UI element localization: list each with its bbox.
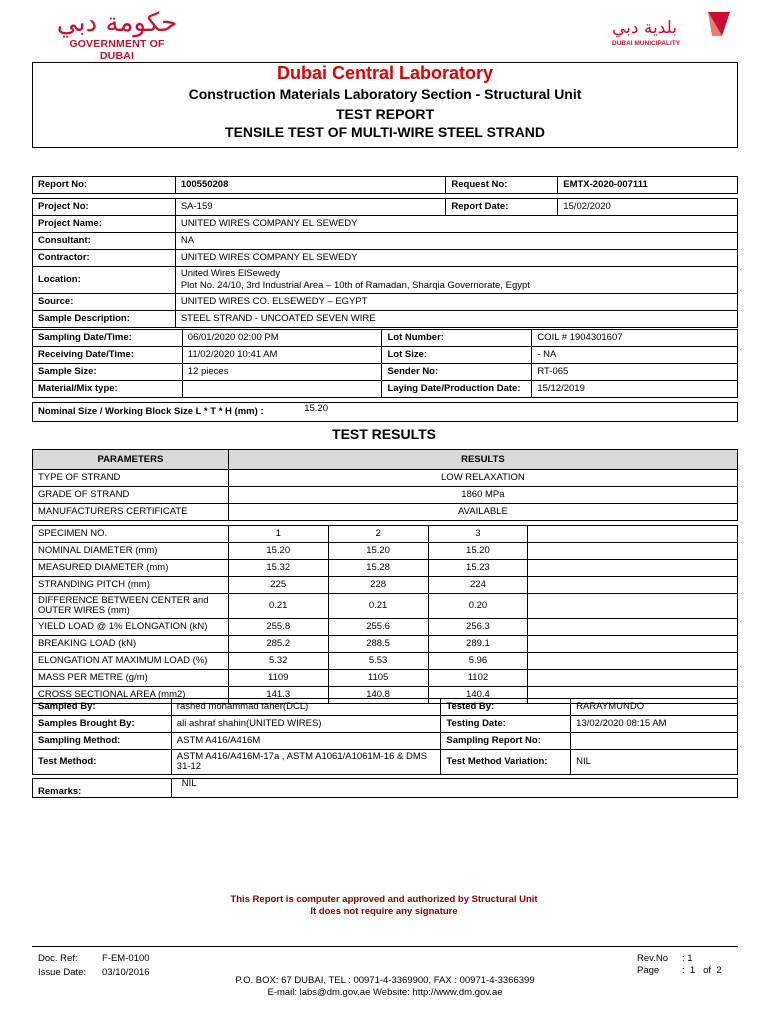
specimen-parameter-label: STRANDING PITCH (mm): [33, 577, 229, 594]
lot-number-label: Lot Number:: [382, 330, 532, 347]
specimen-2-value: 2: [328, 526, 428, 543]
parameter-label: GRADE OF STRAND: [33, 487, 229, 504]
table-row: [33, 330, 738, 347]
nominal-size-label: Nominal Size / Working Block Size L * T * H (mm) :: [38, 406, 264, 417]
specimen-parameter-label: SPECIMEN NO.: [33, 526, 229, 543]
lot-number-value: COIL # 1904301607: [532, 330, 738, 347]
remarks-value: NIL: [171, 779, 737, 798]
specimen-1-value: 141.3: [228, 687, 328, 704]
specimen-3-value: 15.23: [428, 560, 528, 577]
specimen-1-value: 15.32: [228, 560, 328, 577]
table-row: [33, 504, 738, 521]
lot-size-value: - NA: [532, 347, 738, 364]
specimen-3-value: 256.3: [428, 619, 528, 636]
lot-size-label: Lot Size:: [382, 347, 532, 364]
specimen-parameter-label: MASS PER METRE (g/m): [33, 670, 229, 687]
testing-date-label: Testing Date:: [441, 716, 571, 733]
section-name: Construction Materials Laboratory Section - Structural Unit: [188, 86, 582, 102]
sample-size-value: 12 pieces: [182, 364, 382, 381]
test-method-label: Test Method:: [33, 750, 172, 775]
table-row: [33, 381, 738, 398]
doc-ref-value: F-EM-0100: [102, 953, 150, 964]
tested-by-value: RARAYMUNDO: [571, 699, 738, 716]
specimen-1-value: 285.2: [228, 636, 328, 653]
testing-date-value: 13/02/2020 08:15 AM: [571, 716, 738, 733]
source-value: UNITED WIRES CO. ELSEWEDY – EGYPT: [175, 294, 737, 311]
general-rows: [33, 470, 738, 521]
specimen-3-value: 140.4: [428, 687, 528, 704]
table-row: [33, 750, 738, 775]
laying-date-value: 15/12/2019: [532, 381, 738, 398]
specimen-rows: [33, 526, 738, 704]
sample-info-table: [32, 329, 738, 422]
sampling-datetime-value: 06/01/2020 02:00 PM: [182, 330, 382, 347]
specimen-empty-cell: [528, 560, 738, 577]
test-method-variation-value: NIL: [571, 750, 738, 775]
specimen-1-value: 5.32: [228, 653, 328, 670]
gov-logo-arabic: حكومة دبي: [56, 8, 178, 38]
contact: E-mail: labs@dm.gov.ae Website: http://www.dm.gov.ae: [267, 987, 503, 998]
specimen-2-value: 228: [328, 577, 428, 594]
sampling-report-label: Sampling Report No:: [441, 733, 571, 750]
specimen-1-value: 1109: [228, 670, 328, 687]
sample-description-value: STEEL STRAND - UNCOATED SEVEN WIRE: [175, 311, 737, 328]
test-name: TENSILE TEST OF MULTI-WIRE STEEL STRAND: [225, 124, 545, 140]
table-row: [33, 699, 738, 716]
specimen-2-value: 288.5: [328, 636, 428, 653]
table-row: [33, 543, 738, 560]
dm-logo-arabic: بلدية دبي: [612, 18, 678, 38]
project-name-value: UNITED WIRES COMPANY EL SEWEDY: [175, 216, 737, 233]
sender-no-label: Sender No:: [382, 364, 532, 381]
location-line-2: Plot No. 24/10, 3rd Industrial Area – 10th of Ramadan, Sharqia Governorate, Egypt: [180, 280, 530, 291]
page-label: Page: [637, 965, 660, 976]
specimen-1-value: 255.8: [228, 619, 328, 636]
table-row: [33, 487, 738, 504]
contractor-label: Contractor:: [33, 250, 176, 267]
location-value: [175, 267, 737, 294]
sampling-datetime-label: Sampling Date/Time:: [33, 330, 183, 347]
request-no-value: EMTX-2020-007111: [558, 177, 738, 194]
specimen-2-value: 255.6: [328, 619, 428, 636]
project-name-label: Project Name:: [33, 216, 176, 233]
dm-logo-english: DUBAI MUNICIPALITY: [612, 40, 681, 47]
parameters-header: PARAMETERS: [33, 450, 229, 470]
test-results-table: [32, 449, 738, 704]
specimen-3-value: 289.1: [428, 636, 528, 653]
table-row: [33, 733, 738, 750]
contractor-value: UNITED WIRES COMPANY EL SEWEDY: [175, 250, 737, 267]
location-line-1: United Wires ElSewedy: [180, 268, 281, 279]
table-row: [33, 670, 738, 687]
address: P.O. BOX: 67 DUBAI, TEL : 00971-4-3369900, FAX : 00971-4-3366399: [235, 975, 535, 986]
specimen-2-value: 1105: [328, 670, 428, 687]
table-row: [33, 311, 738, 328]
specimen-1-value: 1: [228, 526, 328, 543]
material-value: [182, 381, 382, 398]
specimen-empty-cell: [528, 594, 738, 619]
report-no-label: Report No:: [33, 177, 176, 194]
government-of-dubai-logo: [52, 8, 182, 62]
location-label: Location:: [33, 267, 176, 294]
table-row: [33, 267, 738, 294]
sampling-method-label: Sampling Method:: [33, 733, 172, 750]
table-row: [33, 347, 738, 364]
page-value: : 1 of 2: [682, 965, 722, 976]
parameter-value: LOW RELAXATION: [228, 470, 737, 487]
table-row: [33, 716, 738, 733]
specimen-3-value: 3: [428, 526, 528, 543]
table-row: [33, 779, 738, 798]
table-row: [33, 233, 738, 250]
table-row: [33, 470, 738, 487]
nominal-size-row: [33, 403, 738, 422]
report-date-value: 15/02/2020: [558, 199, 738, 216]
table-row: [33, 403, 738, 422]
test-method-variation-label: Test Method Variation:: [441, 750, 571, 775]
specimen-3-value: 0.20: [428, 594, 528, 619]
report-date-label: Report Date:: [446, 199, 558, 216]
table-row: [33, 526, 738, 543]
table-row: [33, 653, 738, 670]
report-no-value: 100550208: [175, 177, 446, 194]
specimen-parameter-label: CROSS SECTIONAL AREA (mm2): [33, 687, 229, 704]
test-results-title: TEST RESULTS: [332, 426, 436, 442]
sample-description-label: Sample Description:: [33, 311, 176, 328]
lab-name: Dubai Central Laboratory: [276, 63, 494, 83]
doc-ref-label: Doc. Ref:: [38, 953, 78, 964]
brought-by-value: ali ashraf shahin(UNITED WIRES): [171, 716, 441, 733]
specimen-parameter-label: ELONGATION AT MAXIMUM LOAD (%): [33, 653, 229, 670]
specimen-empty-cell: [528, 526, 738, 543]
table-row: [33, 560, 738, 577]
specimen-2-value: 15.28: [328, 560, 428, 577]
specimen-empty-cell: [528, 577, 738, 594]
table-row: [33, 177, 738, 194]
laying-date-label: Laying Date/Production Date:: [382, 381, 532, 398]
specimen-3-value: 1102: [428, 670, 528, 687]
parameter-value: 1860 MPa: [228, 487, 737, 504]
rev-no-value: : 1: [682, 953, 693, 964]
specimen-parameter-label: BREAKING LOAD (kN): [33, 636, 229, 653]
specimen-2-value: 5.53: [328, 653, 428, 670]
rev-no-label: Rev.No: [637, 953, 668, 964]
tested-by-label: Tested By:: [441, 699, 571, 716]
specimen-empty-cell: [528, 636, 738, 653]
report-type: TEST REPORT: [335, 106, 434, 122]
receiving-datetime-value: 11/02/2020 10:41 AM: [182, 347, 382, 364]
specimen-1-value: 0.21: [228, 594, 328, 619]
specimen-3-value: 15.20: [428, 543, 528, 560]
consultant-label: Consultant:: [33, 233, 176, 250]
parameter-value: AVAILABLE: [228, 504, 737, 521]
parameter-label: MANUFACTURERS CERTIFICATE: [33, 504, 229, 521]
specimen-parameter-label: DIFFERENCE BETWEEN CENTER and OUTER WIRES (mm): [33, 594, 229, 619]
table-row: [33, 250, 738, 267]
issue-date-label: Issue Date:: [38, 967, 87, 978]
report-header: [32, 62, 738, 148]
authorization-line-2: It does not require any signature: [310, 906, 458, 917]
brought-by-label: Samples Brought By:: [33, 716, 172, 733]
table-header-row: [33, 450, 738, 470]
specimen-2-value: 0.21: [328, 594, 428, 619]
results-header: RESULTS: [228, 450, 737, 470]
table-row: [33, 199, 738, 216]
specimen-2-value: 140.8: [328, 687, 428, 704]
specimen-1-value: 225: [228, 577, 328, 594]
table-row: [33, 364, 738, 381]
request-no-label: Request No:: [446, 177, 558, 194]
project-no-label: Project No:: [33, 199, 176, 216]
sampled-by-label: Sampled By:: [33, 699, 172, 716]
specimen-empty-cell: [528, 653, 738, 670]
dubai-municipality-logo: [610, 10, 740, 50]
authorization-line-1: This Report is computer approved and authorized by Structural Unit: [230, 894, 538, 905]
specimen-3-value: 224: [428, 577, 528, 594]
test-method-value: ASTM A416/A416M-17a , ASTM A1061/A1061M-16 & DMS 31-12: [171, 750, 441, 775]
project-no-value: SA-159: [175, 199, 446, 216]
specimen-parameter-label: MEASURED DIAMETER (mm): [33, 560, 229, 577]
sample-size-label: Sample Size:: [33, 364, 183, 381]
material-label: Material/Mix type:: [33, 381, 183, 398]
specimen-parameter-label: NOMINAL DIAMETER (mm): [33, 543, 229, 560]
gov-logo-english: GOVERNMENT OF DUBAI: [69, 38, 165, 62]
specimen-empty-cell: [528, 670, 738, 687]
specimen-3-value: 5.96: [428, 653, 528, 670]
sampling-method-value: ASTM A416/A416M: [171, 733, 441, 750]
table-row: [33, 577, 738, 594]
issue-date-value: 03/10/2016: [102, 967, 150, 978]
dm-logo-mark-icon: [702, 10, 732, 40]
specimen-2-value: 15.20: [328, 543, 428, 560]
receiving-datetime-label: Receiving Date/Time:: [33, 347, 183, 364]
sender-no-value: RT-065: [532, 364, 738, 381]
source-label: Source:: [33, 294, 176, 311]
page-footer: [32, 946, 738, 1000]
sampling-table: [32, 698, 738, 798]
report-info-table: [32, 176, 738, 328]
table-row: [33, 619, 738, 636]
specimen-empty-cell: [528, 619, 738, 636]
sampled-by-value: rashed mohammad taher(DCL): [171, 699, 441, 716]
authorization-note: [0, 894, 768, 918]
sampling-report-value: [571, 733, 738, 750]
nominal-size-value: 15.20: [304, 403, 328, 414]
table-row: [33, 636, 738, 653]
specimen-parameter-label: YIELD LOAD @ 1% ELONGATION (kN): [33, 619, 229, 636]
table-row: [33, 294, 738, 311]
specimen-1-value: 15.20: [228, 543, 328, 560]
table-row: [33, 216, 738, 233]
consultant-value: NA: [175, 233, 737, 250]
specimen-empty-cell: [528, 543, 738, 560]
remarks-label: Remarks:: [33, 779, 172, 798]
table-row: [33, 594, 738, 619]
parameter-label: TYPE OF STRAND: [33, 470, 229, 487]
